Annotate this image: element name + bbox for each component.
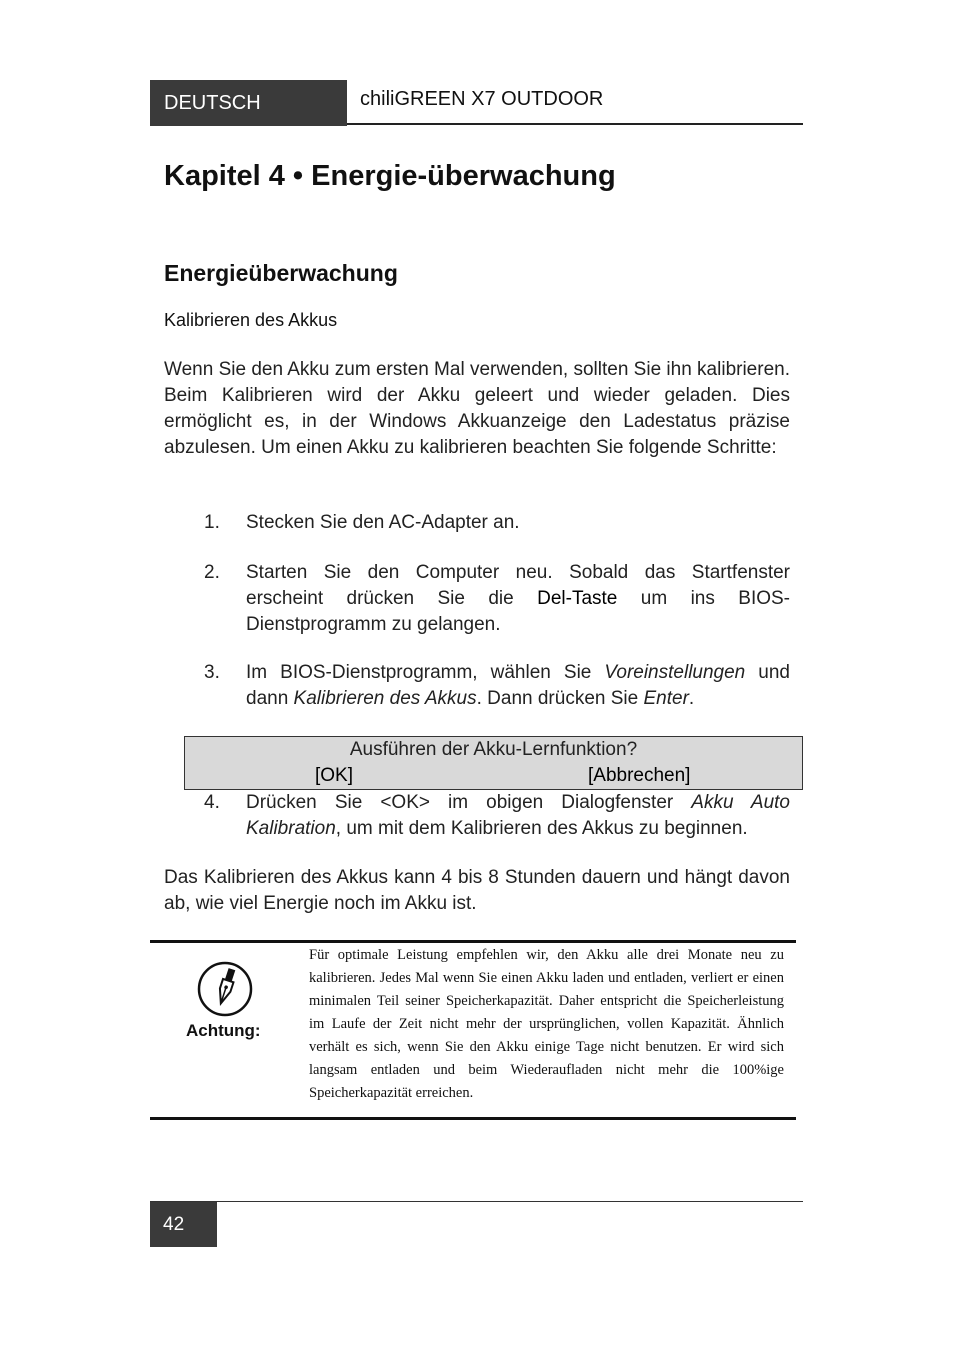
header-language-tab <box>150 80 347 126</box>
step-text: Starten Sie den Computer neu. Sobald das Startfenster erscheint drücken Sie die Del-Taste um ins BIOS-Dienstprogramm zu gelangen. <box>246 562 790 635</box>
header-product-title: chiliGREEN X7 OUTDOOR <box>360 88 604 110</box>
page-number: 42 <box>163 1213 185 1235</box>
pen-nib-icon <box>196 960 254 1018</box>
closing-paragraph: Das Kalibrieren des Akkus kann 4 bis 8 Stunden dauern und hängt davon ab, wie viel Energie noch im Akku ist. <box>164 867 790 914</box>
note-label: Achtung: <box>186 1021 261 1040</box>
note-bottom-rule <box>150 1117 796 1120</box>
del-key-label: Del-Taste <box>537 588 618 609</box>
section-title: Energieüberwachung <box>164 260 398 286</box>
page-number-tab <box>150 1202 217 1247</box>
footer-rule <box>150 1201 803 1202</box>
note-top-rule <box>150 940 796 943</box>
step-text: Stecken Sie den AC-Adapter an. <box>246 512 520 533</box>
step-text: Im BIOS-Dienstprogramm, wählen Sie Voreinstellungen und dann Kalibrieren des Akkus. Dann drücken Sie Enter. <box>246 662 790 709</box>
dialog-ok-option: [OK] <box>315 765 354 786</box>
intro-paragraph: Wenn Sie den Akku zum ersten Mal verwenden, sollten Sie ihn kalibrieren. Beim Kalibrieren wird der Akku geleert und wieder geladen. Dies ermöglicht es, in der Windows Akkuanzeige den Ladestatus präzise abzulesen. Um einen Akku zu kalibrieren beachten Sie folgende Schritte: <box>164 359 790 458</box>
step-number: 1. <box>204 512 220 533</box>
step-number: 4. <box>204 792 220 813</box>
note-text: Für optimale Leistung empfehlen wir, den Akku alle drei Monate neu zu kalibrieren. Jedes Mal wenn Sie einen Akku laden und entladen, verliert er einen minimalen Teil seiner Speicherkapazität. Daher entspricht die Speicherleistung im Laufe der Zeit nicht mehr der ursprünglichen, vollen Kapazität. Ähnlich verhält es sich, wenn Sie den Akku einige Tage nicht benutzen. Er wird sich langsam entladen und beim Wiederaufladen nicht mehr die 100%ige Speicherkapazität erreichen. <box>309 947 784 1101</box>
dialog-question: Ausführen der Akku-Lernfunktion? <box>349 739 638 760</box>
header-language: DEUTSCH <box>164 91 261 114</box>
chapter-title: Kapitel 4 • Energie-überwachung <box>164 160 616 192</box>
dialog-cancel-option: [Abbrechen] <box>588 765 691 786</box>
header-rule <box>347 123 803 125</box>
bios-dialog <box>184 736 803 790</box>
subsection-title: Kalibrieren des Akkus <box>164 310 338 330</box>
step-number: 3. <box>204 662 220 683</box>
step-number: 2. <box>204 562 220 583</box>
step-text: Drücken Sie <OK> im obigen Dialogfenster Akku Auto Kalibration, um mit dem Kalibrieren des Akkus zu beginnen. <box>246 792 790 839</box>
